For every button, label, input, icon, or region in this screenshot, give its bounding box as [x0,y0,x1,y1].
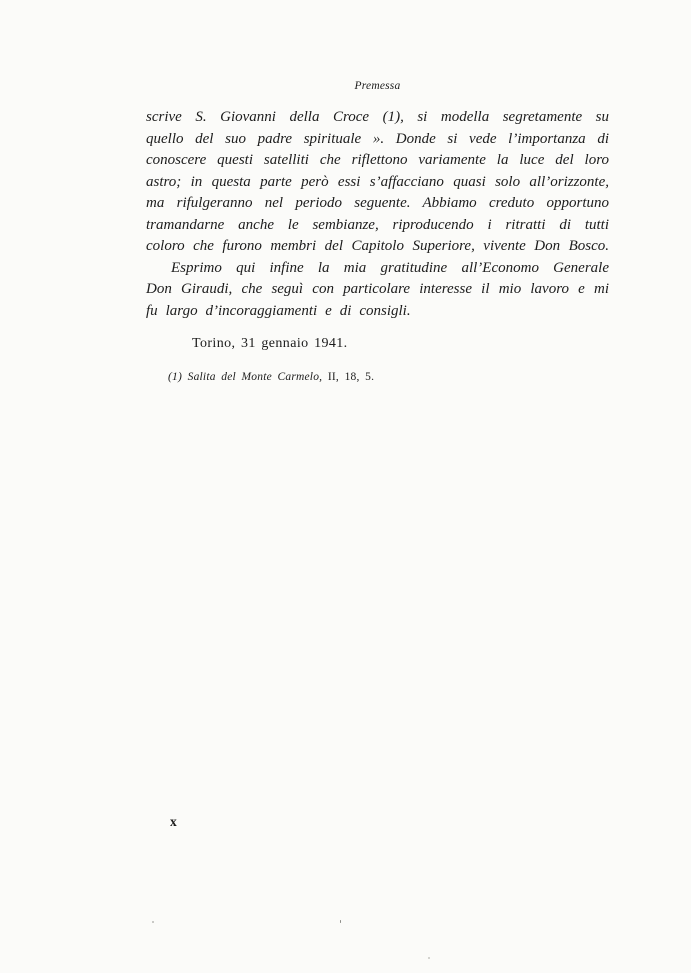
text-block [146,79,609,384]
footnote-title: Salita del Monte Carmelo, [187,371,323,383]
scan-speck [428,957,430,959]
text-line: tramandarne anche le sembianze, riproducendo i ritratti di tutti [146,216,609,233]
text-line: coloro che furono membri del Capitolo Superiore, vivente Don Bosco. [146,238,609,254]
footnote [146,370,609,384]
footnote-reference: II, 18, 5. [327,371,375,383]
text-line: astro; in questa parte però essi s’affacciano quasi solo all’orizzonte, [146,173,609,190]
text-line: scrive S. Giovanni della Croce (1), si modella segretamente su [146,109,609,125]
text-line: Don Giraudi, che seguì con particolare interesse il mio lavoro e mi [146,281,609,297]
text-line: quello del suo padre spirituale ». Donde si vede l’importanza di [146,130,609,147]
text-line: conoscere questi satelliti che riflettono variamente la luce del loro [146,152,609,168]
footnote-marker: (1) [168,371,183,383]
body-text [146,107,609,322]
text-line-paragraph-end: fu largo d’incoraggiamenti e di consigli. [146,302,411,319]
text-line-paragraph-start: Esprimo qui infine la mia gratitudine all’Economo Generale [171,259,609,276]
scan-speck [340,920,341,923]
running-header: Premessa [354,80,401,92]
dateline: Torino, 31 gennaio 1941. [192,336,348,351]
text-line: ma rifulgeranno nel periodo seguente. Abbiamo creduto opportuno [146,195,609,211]
page-number: x [170,814,178,829]
scan-speck [152,921,154,923]
